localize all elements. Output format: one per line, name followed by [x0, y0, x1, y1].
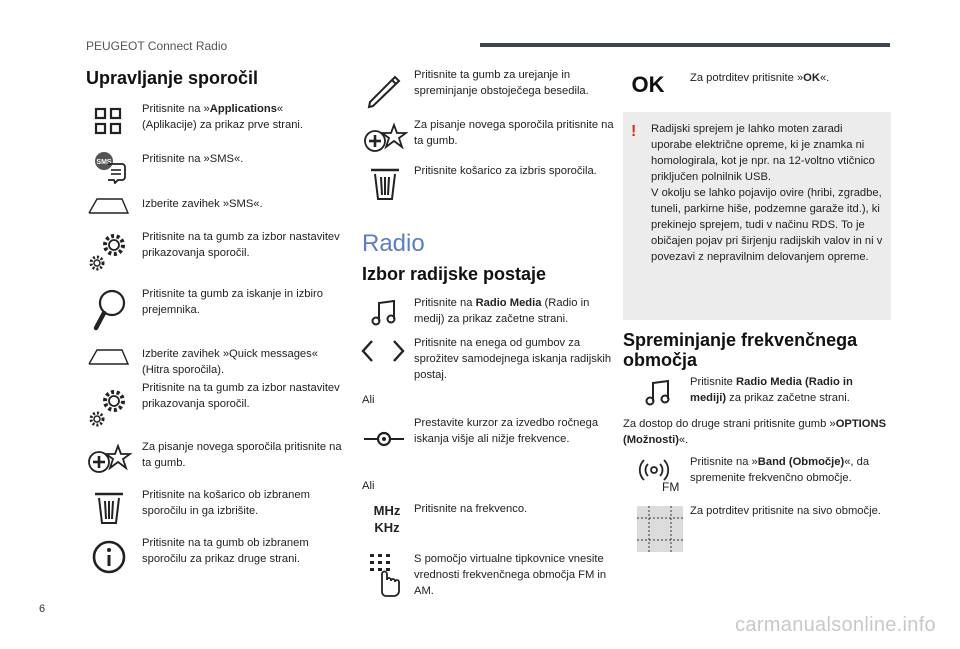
instruction-auto-seek: Pritisnite na enega od gumbov za sprožitev samodejnega iskanja radijskih postaj.	[414, 337, 612, 381]
instruction-detail-page: Pritisnite na ta gumb ob izbranem sporočilu za prikaz druge strani.	[142, 537, 309, 565]
music-note-icon	[642, 378, 674, 408]
frequency-slider-icon	[362, 424, 406, 454]
mhz-label: MHz	[373, 503, 401, 518]
instruction-new-message: Za pisanje novega sporočila pritisnite na ta gumb.	[142, 441, 342, 469]
instruction-band-change: Pritisnite na »Band (Območje)«, da spremenite frekvenčno območje.	[690, 456, 870, 484]
seek-chevrons-icon	[360, 338, 406, 364]
add-favorite-icon	[86, 442, 132, 476]
instruction-quick-messages-tab: Izberite zavihek »Quick messages« (Hitra sporočila).	[142, 348, 318, 376]
settings-gears-icon	[88, 230, 128, 272]
instruction-sms: Pritisnite na »SMS«.	[142, 153, 244, 165]
instruction-confirm-ok: Za potrditev pritisnite »OK«.	[690, 72, 830, 84]
section-heading-change-band: Spreminjanje frekvenčnega območja	[623, 330, 858, 370]
grey-area-icon	[637, 506, 683, 552]
page-number: 6	[39, 603, 46, 615]
header-rule	[480, 43, 890, 47]
instruction-radio-media: Pritisnite na Radio Media (Radio in medij) za prikaz začetne strani.	[414, 297, 590, 325]
warning-exclamation-icon: !	[631, 123, 637, 140]
section-heading-station-selection: Izbor radijske postaje	[362, 264, 547, 284]
search-icon	[92, 288, 128, 332]
info-icon	[90, 538, 128, 576]
section-heading-radio: Radio	[362, 230, 425, 257]
keypad-touch-icon	[366, 552, 404, 598]
or-label: Ali	[362, 394, 375, 406]
watermark: carmanualsonline.info	[735, 614, 936, 636]
instruction-display-settings-2: Pritisnite na ta gumb za izbor nastavitev prikazovanja sporočil.	[142, 382, 340, 410]
running-header: PEUGEOT Connect Radio	[86, 39, 228, 53]
instruction-display-settings: Pritisnite na ta gumb za izbor nastavitev prikazovanja sporočil.	[142, 231, 340, 259]
pencil-icon	[364, 72, 404, 110]
instruction-radio-media-2: Pritisnite Radio Media (Radio in mediji) za prikaz začetne strani.	[690, 376, 853, 404]
instruction-manual-seek: Prestavite kurzor za izvedbo ročnega iskanja višje ali nižje frekvence.	[414, 417, 599, 445]
instruction-delete-message: Pritisnite na košarico ob izbranem sporočilu in ga izbrišite.	[142, 489, 310, 517]
sms-badge-text: SMS	[96, 159, 112, 166]
trash-icon	[92, 490, 126, 526]
instruction-search-recipient: Pritisnite ta gumb za iskanje in izbiro prejemnika.	[142, 288, 323, 316]
tab-icon	[88, 196, 130, 216]
sms-icon	[90, 150, 126, 184]
frequency-units-icon	[362, 500, 412, 538]
fm-label: FM	[662, 480, 680, 494]
instruction-press-frequency: Pritisnite na frekvenco.	[414, 503, 528, 515]
instruction-new-message-2: Za pisanje novega sporočila pritisnite na ta gumb.	[414, 119, 614, 147]
khz-label: KHz	[374, 520, 400, 535]
section-heading-messages: Upravljanje sporočil	[86, 68, 259, 88]
add-favorite-icon	[362, 121, 408, 155]
trash-icon	[368, 166, 402, 202]
tab-icon	[88, 347, 130, 367]
fm-band-icon	[638, 454, 682, 494]
ok-button-icon: OK	[631, 72, 665, 97]
instruction-applications: Pritisnite na »Applications« (Aplikacije) za prikaz prve strani.	[142, 103, 304, 131]
settings-gears-icon	[88, 386, 128, 428]
instruction-options-paragraph: Za dostop do druge strani pritisnite gumb »OPTIONS (Možnosti)«.	[623, 418, 887, 446]
music-note-icon	[368, 298, 400, 328]
applications-grid-icon	[92, 106, 124, 136]
instruction-delete-message-2: Pritisnite košarico za izbris sporočila.	[414, 165, 597, 177]
warning-note-text: Radijski sprejem je lahko moten zaradi uporabe električne opreme, ki je znamka ni homologirala, kot je npr. na 12-voltno vtičnico priključen polnilnik USB. V okolju se lahko pojavijo ovire (hribi, zgradbe, tuneli, parkirne hiše, podzemne garaže itd.), ki prekinejo sprejem, tudi v načinu RDS. To je običajen pojav pri širjenju radijskih valov in ni v povezavi z nepravilnim delovanjem opreme.	[651, 123, 883, 263]
instruction-edit-text: Pritisnite ta gumb za urejanje in spreminjanje obstoječega besedila.	[414, 69, 589, 97]
or-label-2: Ali	[362, 480, 375, 492]
instruction-sms-tab: Izberite zavihek »SMS«.	[142, 198, 263, 210]
instruction-virtual-keyboard: S pomočjo virtualne tipkovnice vnesite vrednosti frekvenčnega območja FM in AM.	[414, 553, 607, 597]
instruction-confirm-grey-area: Za potrditev pritisnite na sivo območje.	[690, 505, 881, 517]
